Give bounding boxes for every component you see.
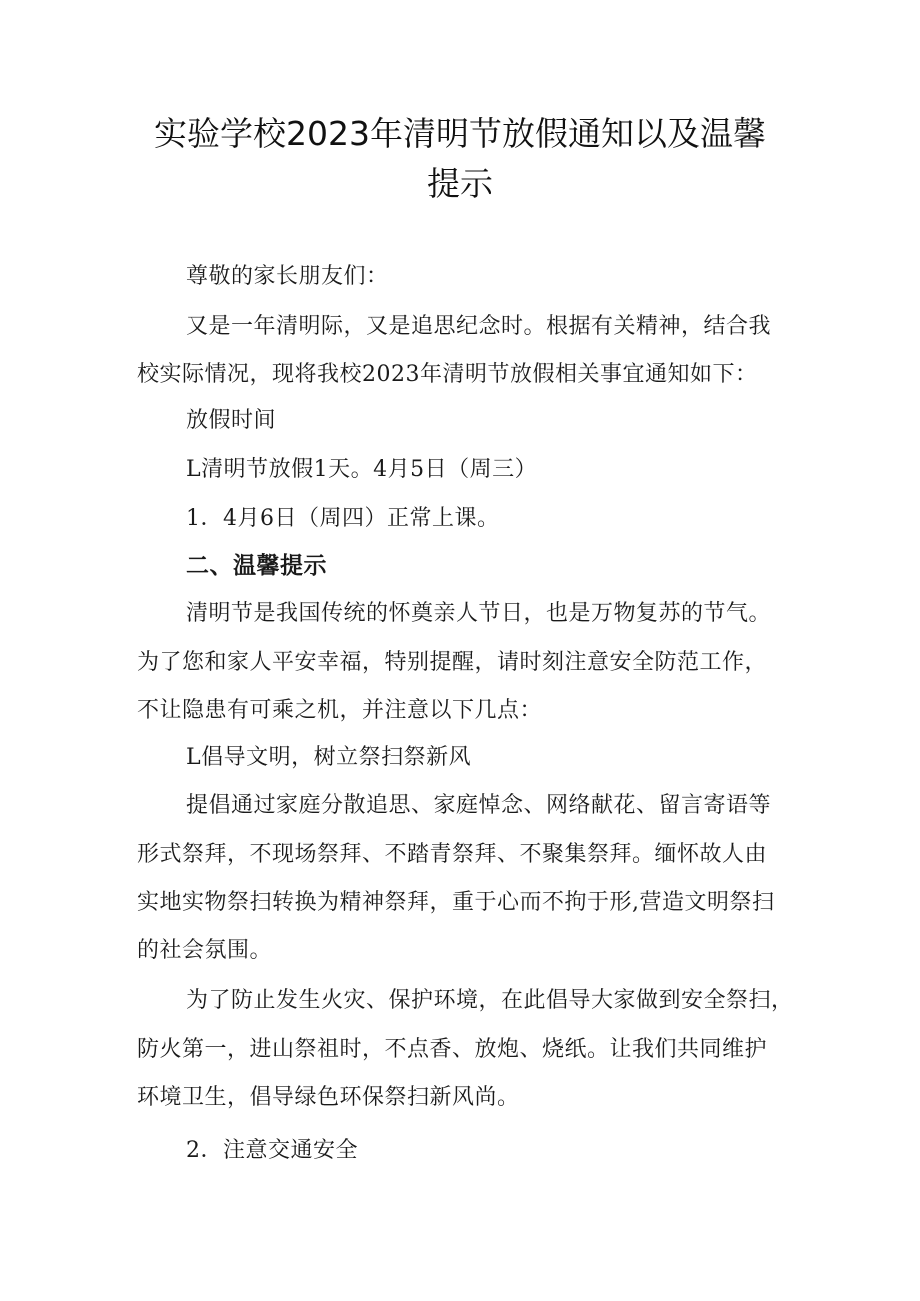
document-title-line-1: 实验学校2023年清明节放假通知以及温馨 [154, 114, 766, 153]
tips-intro-line-2: 为了您和家人平安幸福，特别提醒，请时刻注意安全防范工作， [137, 650, 768, 675]
document-title-line-2: 提示 [427, 164, 493, 203]
salutation: 尊敬的家长朋友们： [186, 264, 389, 289]
tip-1-paragraph-2-line-1: 为了防止发生火灾、保护环境，在此倡导大家做到安全祭扫， [186, 988, 794, 1013]
tip-2-heading: 2．注意交通安全 [186, 1138, 358, 1163]
tip-1-paragraph-1-line-1: 提倡通过家庭分散追思、家庭悼念、网络献花、留言寄语等 [186, 793, 772, 818]
tip-1-paragraph-1-line-2: 形式祭拜，不现场祭拜、不踏青祭拜、不聚集祭拜。缅怀故人由 [137, 842, 768, 867]
intro-line-1: 又是一年清明际，又是追思纪念时。根据有关精神，结合我 [186, 314, 772, 339]
tips-intro-line-3: 不让隐患有可乘之机，并注意以下几点： [137, 698, 543, 723]
tip-1-paragraph-1-line-4: 的社会氛围。 [137, 938, 273, 963]
intro-line-2: 校实际情况，现将我校2023年清明节放假相关事宜通知如下： [137, 362, 758, 387]
section-heading-holiday-time: 放假时间 [186, 408, 277, 433]
schedule-item-2: 1．4月6日（周四）正常上课。 [186, 506, 500, 531]
schedule-item-1: L清明节放假1天。4月5日（周三） [186, 457, 538, 482]
tip-1-paragraph-2-line-2: 防火第一，进山祭祖时，不点香、放炮、烧纸。让我们共同维护 [137, 1037, 768, 1062]
tip-1-heading: L倡导文明，树立祭扫祭新风 [186, 745, 472, 770]
tip-1-paragraph-1-line-3: 实地实物祭扫转换为精神祭拜，重于心而不拘于形,营造文明祭扫 [137, 890, 775, 915]
section-heading-tips: 二、温馨提示 [186, 553, 327, 579]
tip-1-paragraph-2-line-3: 环境卫生，倡导绿色环保祭扫新风尚。 [137, 1085, 520, 1110]
tips-intro-line-1: 清明节是我国传统的怀奠亲人节日，也是万物复苏的节气。 [186, 601, 772, 626]
